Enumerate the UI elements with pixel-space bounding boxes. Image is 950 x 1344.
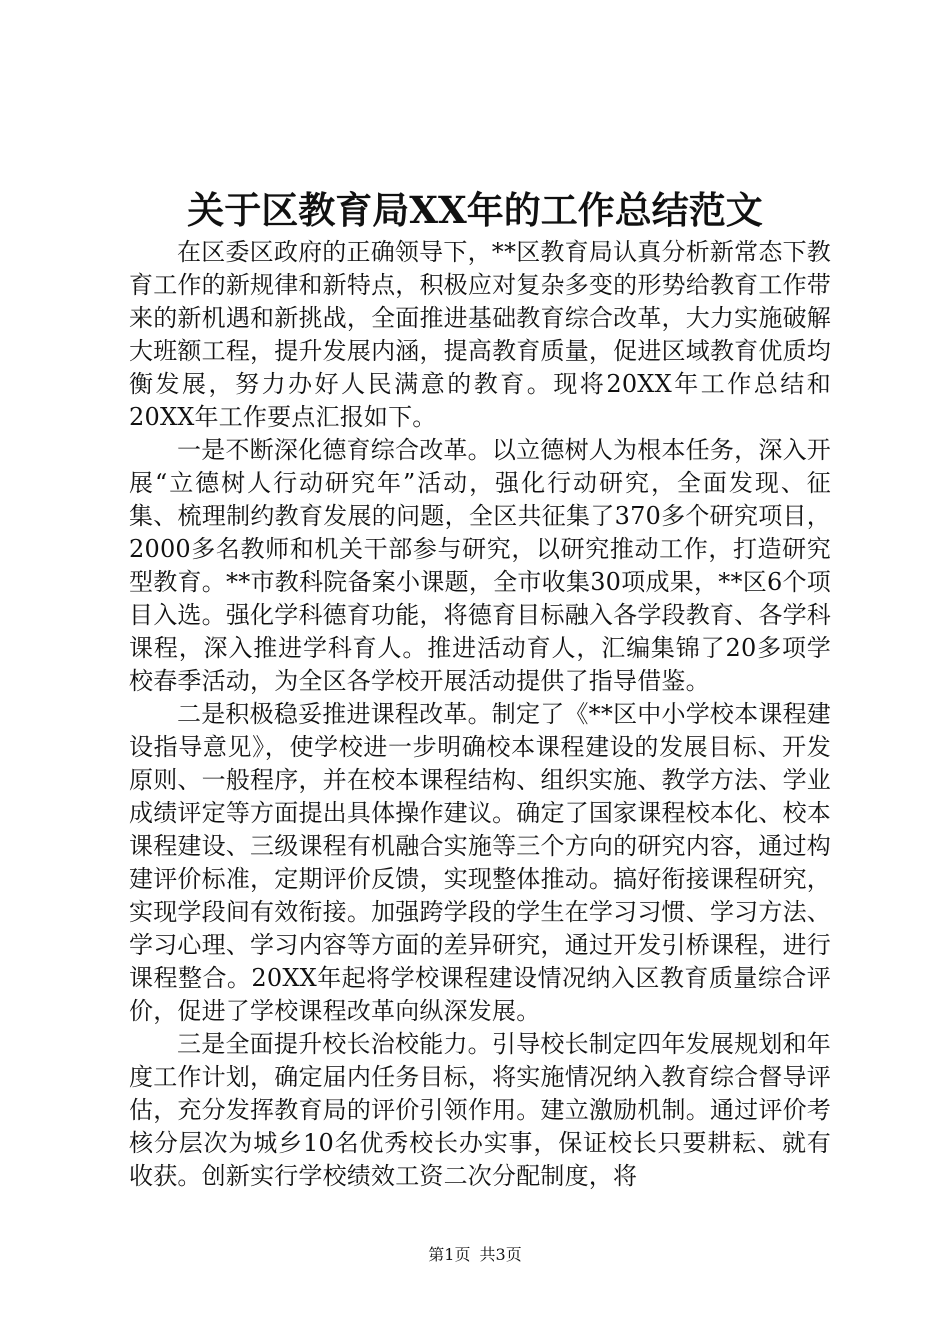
paragraph-intro: 在区委区政府的正确领导下，**区教育局认真分析新常态下教育工作的新规律和新特点，积极应对复杂多变的形势给教育工作带来的新机遇和新挑战，全面推进基础教育综合改革，大力实施破解大班额工程，提升发展内涵，提高教育质量，促进区域教育优质均衡发展，努力办好人民满意的教育。现将20XX年工作总结和20XX年工作要点汇报如下。 [129,238,831,431]
page-number: 第1页 [428,1245,471,1264]
page-total: 共3页 [479,1245,522,1264]
page-footer [0,1244,950,1266]
paragraph-principal-capacity: 三是全面提升校长治校能力。引导校长制定四年发展规划和年度工作计划，确定届内任务目标，将实施情况纳入教育综合督导评估，充分发挥教育局的评价引领作用。建立激励机制。通过评价考核分层次为城乡10名优秀校长办实事，保证校长只要耕耘、就有收获。创新实行学校绩效工资二次分配制度，将 [129,1030,831,1190]
document-body [129,236,831,1193]
document-title: 关于区教育局XX年的工作总结范文 [187,188,763,232]
paragraph-curriculum-reform: 二是积极稳妥推进课程改革。制定了《**区中小学校本课程建设指导意见》，使学校进一步明确校本课程建设的发展目标、开发原则、一般程序，并在校本课程结构、组织实施、教学方法、学业成绩评定等方面提出具体操作建议。确定了国家课程校本化、校本课程建设、三级课程有机融合实施等三个方向的研究内容，通过构建评价标准，定期评价反馈，实现整体推动。搞好衔接课程研究，实现学段间有效衔接。加强跨学段的学生在学习习惯、学习方法、学习心理、学习内容等方面的差异研究，通过开发引桥课程，进行课程整合。20XX年起将学校课程建设情况纳入区教育质量综合评价，促进了学校课程改革向纵深发展。 [129,700,831,1025]
paragraph-moral-education: 一是不断深化德育综合改革。以立德树人为根本任务，深入开展“立德树人行动研究年”活动，强化行动研究，全面发现、征集、梳理制约教育发展的问题，全区共征集了370多个研究项目，2000多名教师和机关干部参与研究，以研究推动工作，打造研究型教育。**市教科院备案小课题，全市收集30项成果，**区6个项目入选。强化学科德育功能，将德育目标融入各学段教育、各学科课程，深入推进学科育人。推进活动育人，汇编集锦了20多项学校春季活动，为全区各学校开展活动提供了指导借鉴。 [129,436,831,695]
